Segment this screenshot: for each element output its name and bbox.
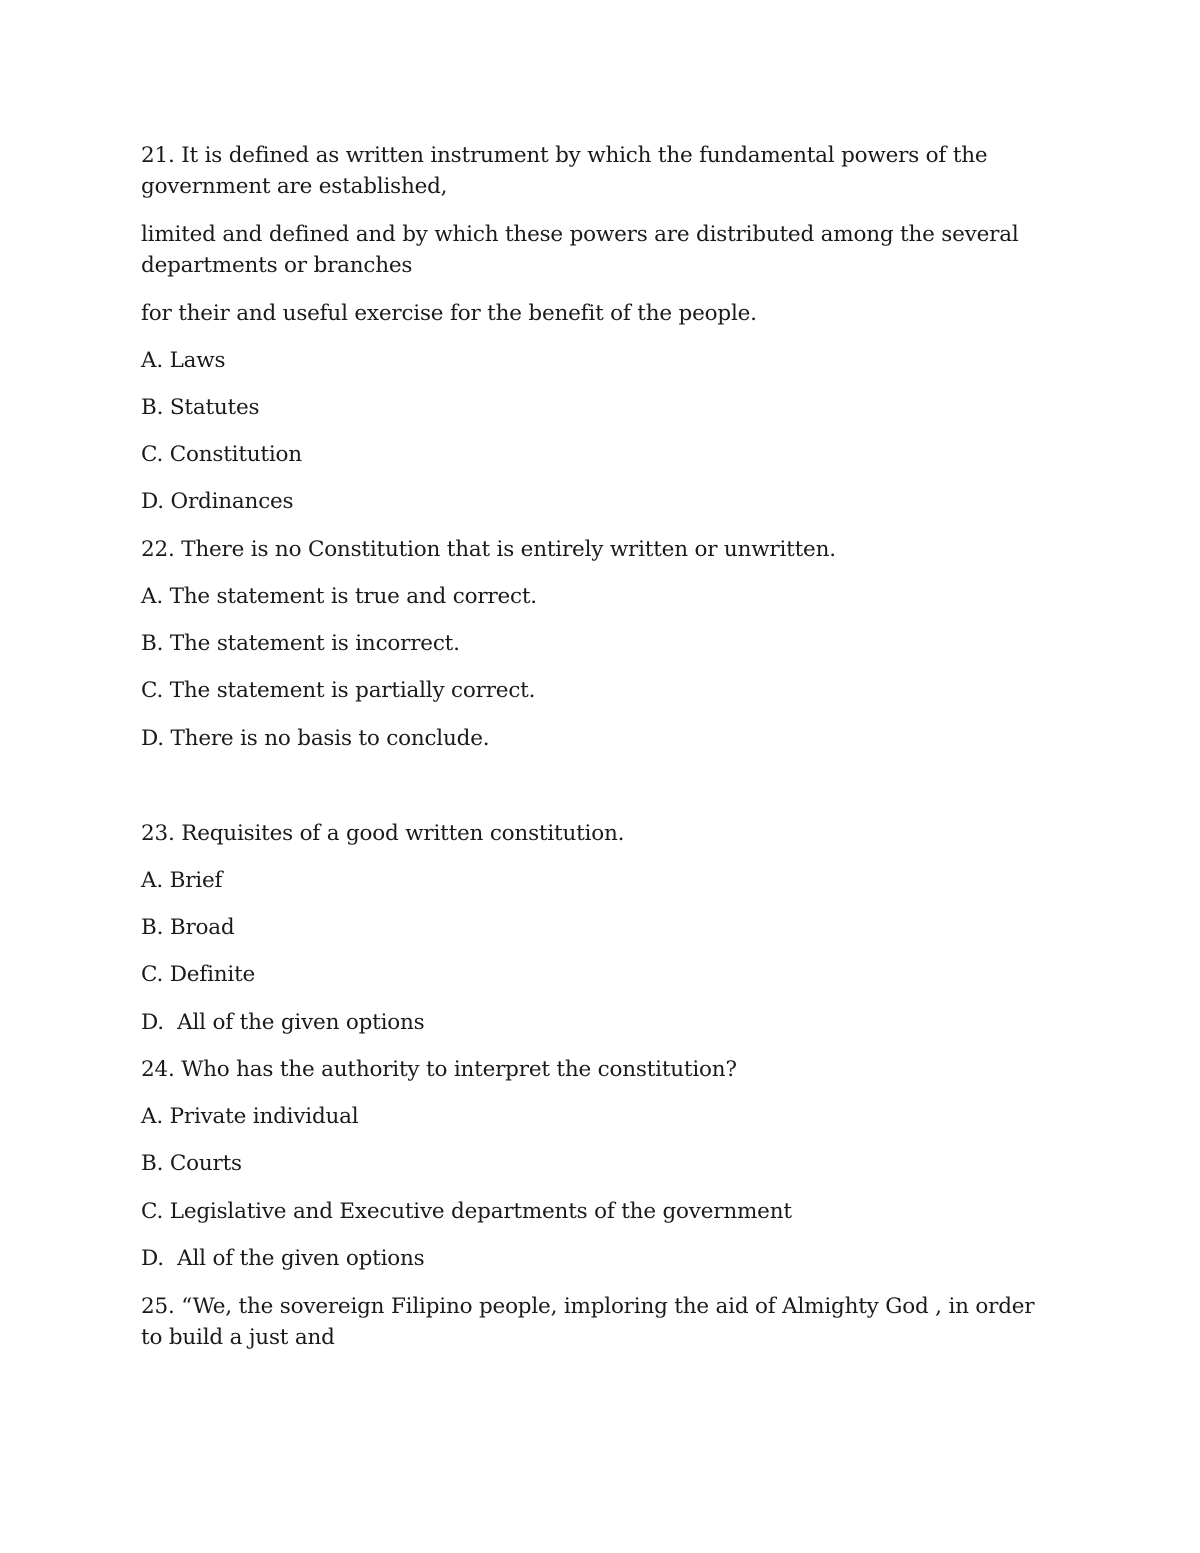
question-21-text-part-2: limited and defined and by which these powers are distributed among the several departments or branches: [141, 222, 1019, 278]
question-23-option-d: D. All of the given options: [141, 1010, 425, 1035]
question-23-option-c: C. Definite: [141, 962, 256, 987]
question-21-text-part-3: for their and useful exercise for the benefit of the people.: [141, 301, 757, 326]
question-24-option-c: C. Legislative and Executive departments of the government: [141, 1199, 792, 1224]
question-22-option-d: D. There is no basis to conclude.: [141, 726, 490, 751]
question-24-text: 24. Who has the authority to interpret the constitution?: [141, 1057, 737, 1082]
question-23-text: 23. Requisites of a good written constitution.: [141, 821, 625, 846]
question-21-option-a: A. Laws: [141, 348, 226, 373]
question-22-option-a: A. The statement is true and correct.: [141, 584, 537, 609]
question-23-option-a: A. Brief: [141, 868, 223, 893]
question-22-option-b: B. The statement is incorrect.: [141, 631, 460, 656]
question-25-text: 25. “We, the sovereign Filipino people, imploring the aid of Almighty God , in order to build a just and: [141, 1294, 1035, 1350]
question-21-option-b: B. Statutes: [141, 395, 260, 420]
question-24-option-d: D. All of the given options: [141, 1246, 425, 1271]
question-22-text: 22. There is no Constitution that is entirely written or unwritten.: [141, 537, 836, 562]
question-21-option-d: D. Ordinances: [141, 489, 294, 514]
question-22-option-c: C. The statement is partially correct.: [141, 678, 536, 703]
question-24-option-b: B. Courts: [141, 1151, 242, 1176]
question-23-option-b: B. Broad: [141, 915, 235, 940]
question-21-option-c: C. Constitution: [141, 442, 302, 467]
question-24-option-a: A. Private individual: [141, 1104, 359, 1129]
question-21-text-part-1: 21. It is defined as written instrument by which the fundamental powers of the government are established,: [141, 143, 988, 199]
